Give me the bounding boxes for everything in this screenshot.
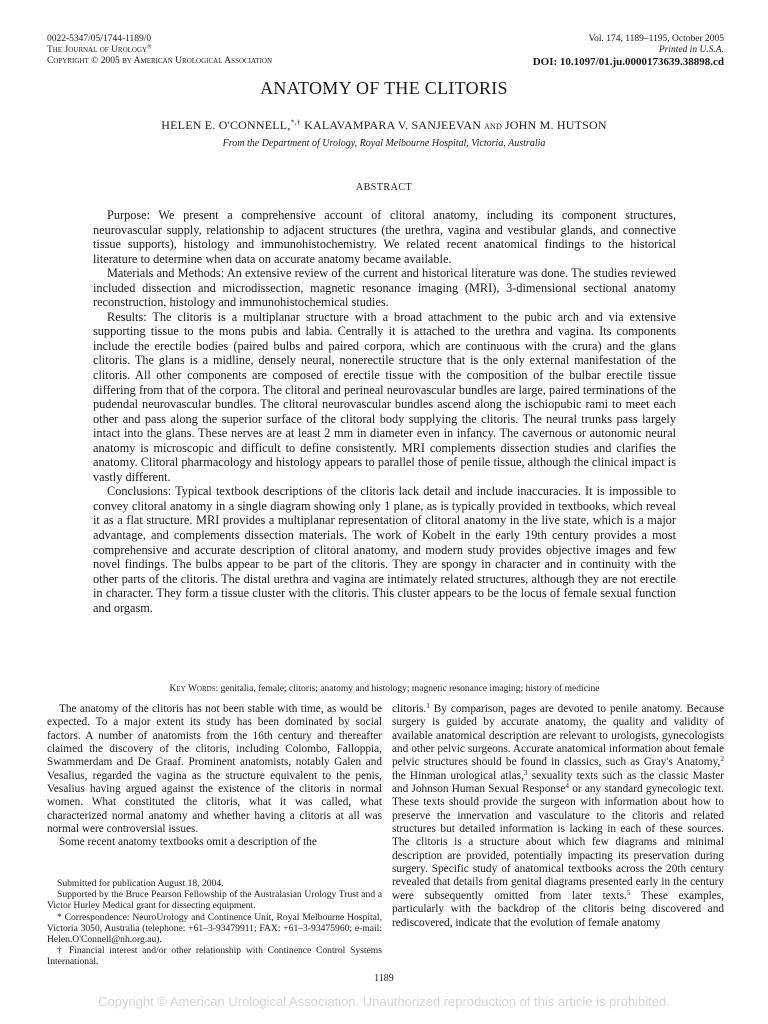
body-paragraph: The anatomy of the clitoris has not been stable with time, as would be expected. To a major extent its study has been dominated by social factors. A number of anatomists from the 16th century and thereafter claimed the discovery of the clitoris, including Colombo, Falloppia, Swammerdam and De Graaf. Prominent anatomists, notably Galen and Vesalius, regarded the vagina as the structure equivalent to the penis, Vesalius having argued against the existence of the clitoris in normal women. What constituted the clitoris, what it was called, what characterized normal anatomy and whether having a clitoris at all was normal were controversial issues. (47, 703, 382, 836)
footnote-interest: † Financial interest and/or other relationship with Continence Control Systems International. (47, 945, 382, 968)
author-2: KALAVAMPARA V. SANJEEVAN (300, 118, 482, 132)
body-column-right (392, 700, 725, 930)
author-1: HELEN E. O'CONNELL, (161, 118, 291, 132)
footnote-submitted: Submitted for publication August 18, 2004. (57, 878, 224, 889)
citation-ref: 3 (523, 767, 528, 777)
printed-in: Printed in U.S.A. (658, 45, 724, 55)
body-column-left (47, 703, 382, 850)
keywords-label: Key Words: (169, 684, 221, 694)
abstract-purpose: Purpose: We present a comprehensive account of clitoral anatomy, including its component structures, neurovascular supply, relationship to adjacent structures (the urethra, vagina and vestibular glands, and connective tissue supports), histology and immunohistochemistry. We related recent anatomical findings to the historical literature to determine when data on accurate anatomy became available. (93, 208, 676, 266)
citation-ref: 1 (426, 700, 430, 710)
citation-ref: 4 (565, 781, 570, 791)
footnote-support: Supported by the Bruce Pearson Fellowship of the Australasian Urology Trust and a Victor Hurley Medical grant for dissecting equipment. (47, 889, 382, 912)
author-and: and (481, 120, 505, 132)
citation-ref: 5 (626, 887, 631, 897)
affiliation: From the Department of Urology, Royal Melbourne Hospital, Victoria, Australia (222, 138, 546, 149)
abstract-results: Results: The clitoris is a multiplanar structure with a broad attachment to the pubic arch and via extensive supporting tissue to the mons pubis and labia. Centrally it is attached to the urethra and vagina. Its components include the erectile bodies (paired bulbs and paired corpora, which are continuous with the crura) and the glans clitoris. The glans is a midline, densely neural, nonerectile structure that is the only external manifestation of the clitoris. All other components are composed of erectile tissue with the composition of the bulbar erectile tissue differing from that of the corpora. The clitoral and perineal neurovascular bundles are large, paired terminations of the pudendal neurovascular bundles. The clitoral neurovascular bundles ascend along the ischiopubic rami to meet each other and pass along the superior surface of the clitoral body supplying the clitoris. The neural trunks pass largely intact into the glans. These nerves are at least 2 mm in diameter even in infancy. The cavernous or autonomic neural anatomy is microscopic and difficult to define consistently. MRI complements dissection studies and clarifies the anatomy. Clitoral pharmacology and histology appears to parallel those of penile tissue, although the clinical impact is vastly different. (93, 309, 676, 484)
abstract-methods: Materials and Methods: An extensive review of the current and historical literature was done. The studies reviewed included dissection and microdissection, magnetic resonance imaging (MRI), 3-dimensional sectional anatomy reconstruction, histology and immunohistochemical studies. (93, 266, 676, 310)
author-1-marks: *,† (290, 117, 301, 127)
journal-header-right (533, 34, 724, 69)
keywords (93, 683, 676, 695)
issn-code: 0022-5347/05/1744-1189/0 (47, 34, 152, 44)
citation-ref: 2 (720, 754, 724, 764)
journal-header-left (47, 34, 272, 67)
copyright-watermark: Copyright © American Urological Association. Unauthorized reproduction of this article is prohibited. (98, 994, 670, 1009)
abstract-heading: ABSTRACT (355, 182, 413, 193)
body-paragraph: Some recent anatomy textbooks omit a description of the (59, 836, 317, 849)
body-paragraph: clitoris.$^1$ By comparison, pages are devoted to penile anatomy. Because surgery is guided by accurate anatomy, the quality and validity of available anatomical description are relevant to urologists, gynecologists and other pelvic surgeons. Accurate anatomical information about female pelvic structures should be found in classics, such as Gray's Anatomy,$^2$ the Hinman urological atlas,$^3$ sexuality texts such as the classic Master and Johnson Human Sexual Response$^4$ or any standard gynecologic text. These texts should provide the surgeon with information about how to preserve the innervation and vasculature to the clitoris and related structures but detailed information is lacking in each of these sources. The clitoris is a structure about which few diagrams and minimal description are provided, potentially impacting its preservation during surgery. Specific study of anatomical textbooks across the 20th century revealed that details from genital diagrams presented early in the century were subsequently omitted from later texts.$^5$ These examples, particularly with the backdrop of the clitoris being discovered and rediscovered, indicate that the evolution of female anatomy (392, 700, 725, 929)
copyright-line: Copyright © 2005 by American Urological Association (47, 56, 273, 66)
registered-mark: ® (147, 44, 152, 51)
footnote-correspondence: * Correspondence: NeuroUrology and Continence Unit, Royal Melbourne Hospital, Victoria 3050, Australia (telephone: +61–3-93479911; FAX: +61–3-93475960; e-mail: Helen.O'Connell@nh.org.au). (47, 911, 382, 946)
abstract-conclusions: Conclusions: Typical textbook descriptions of the clitoris lack detail and include inaccuracies. It is impossible to convey clitoral anatomy in a single diagram showing only 1 plane, as is typically provided in textbooks, which reveal it as a flat structure. MRI provides a multiplanar representation of clitoral anatomy in the live state, which is a major advantage, and complements dissection materials. The work of Kobelt in the early 19th century provides a most comprehensive and accurate description of clitoral anatomy, and modern study provides objective images and few novel findings. The bulbs appear to be part of the clitoris. They are spongy in character and in continuity with the other parts of the clitoris. The distal urethra and vagina are intimately related structures, although they are not erectile in character. They form a tissue cluster with the clitoris. This cluster appears to be the locus of female sexual function and orgasm. (93, 484, 676, 615)
volume-info: Vol. 174, 1189–1195, October 2005 (588, 34, 724, 44)
author-3: JOHN M. HUTSON (504, 118, 607, 132)
keywords-text: genitalia, female; clitoris; anatomy and histology; magnetic resonance imaging; history of medicine (220, 684, 600, 694)
page-number: 1189 (374, 973, 394, 984)
doi: DOI: 10.1097/01.ju.0000173639.38898.cd (532, 56, 724, 68)
footnotes (47, 878, 382, 968)
journal-name: The Journal of Urology® (47, 44, 152, 55)
article-title: ANATOMY OF THE CLITORIS (260, 78, 508, 98)
abstract-body (93, 208, 676, 615)
author-list (0, 118, 768, 133)
